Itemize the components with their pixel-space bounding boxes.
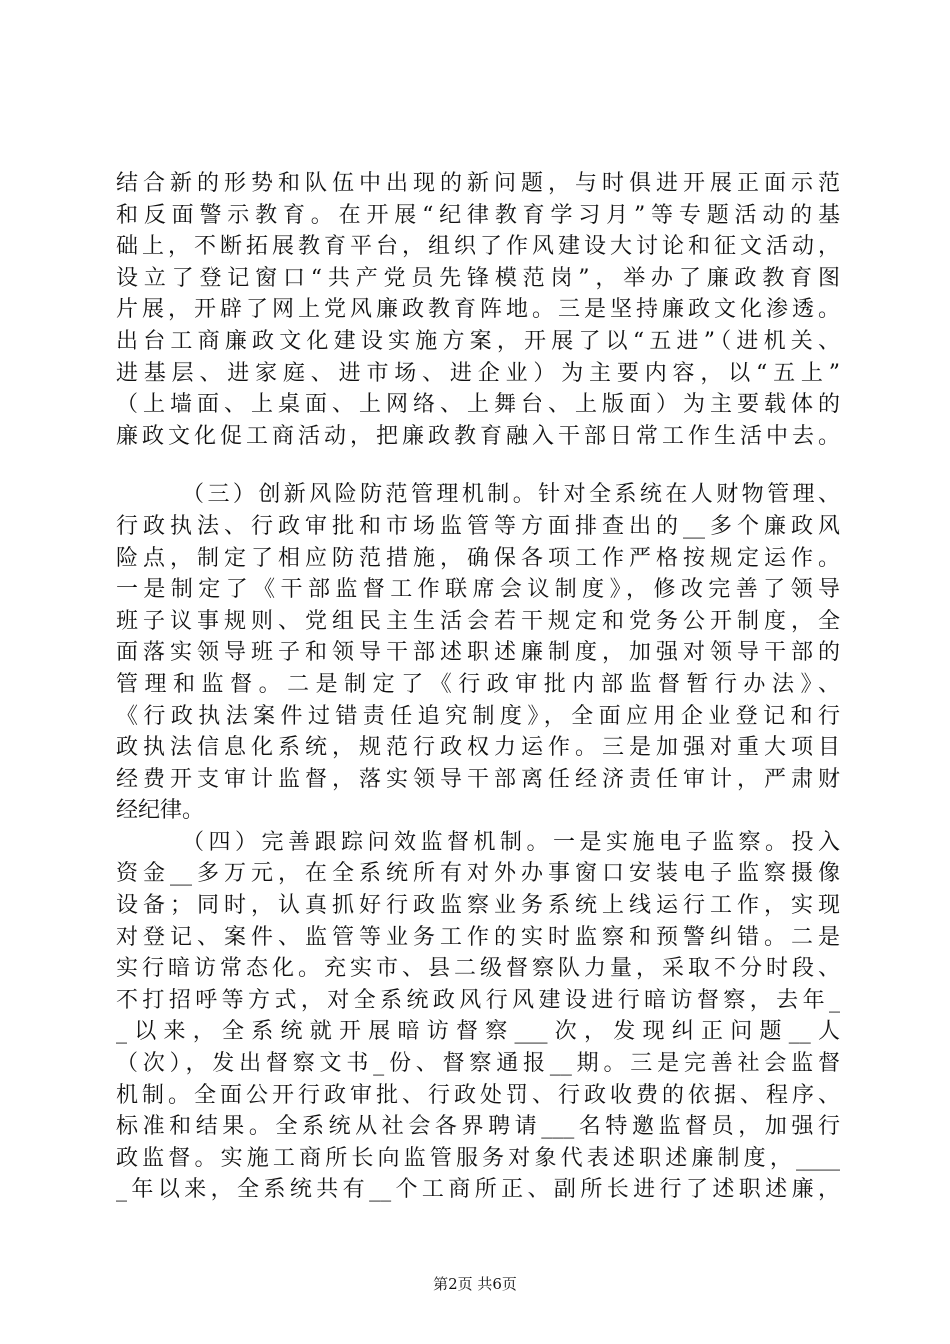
paragraph-1	[116, 168, 840, 452]
text-line: 行政执法、行政审批和市场监管等方面排查出的__多个廉政风	[116, 513, 840, 539]
paragraph-spacer	[116, 452, 840, 479]
text-line: 险点，制定了相应防范措施，确保各项工作严格按规定运作。	[116, 545, 840, 571]
text-line: 廉政文化促工商活动，把廉政教育融入干部日常工作生活中去。	[116, 423, 840, 449]
text-line: 经纪律。	[116, 798, 205, 824]
text-line: 资金__多万元，在全系统所有对外办事窗口安装电子监察摄像	[116, 861, 840, 887]
text-line: 片展，开辟了网上党风廉政教育阵地。三是坚持廉政文化渗透。	[116, 297, 840, 323]
paragraph-2	[116, 479, 840, 827]
text-line: 经费开支审计监督，落实领导干部离任经济责任审计，严肃财	[116, 766, 840, 792]
text-line: 设备；同时，认真抓好行政监察业务系统上线运行工作，实现	[116, 893, 840, 919]
text-line: 结合新的形势和队伍中出现的新问题，与时俱进开展正面示范	[116, 171, 840, 196]
text-line: 政监督。实施工商所长向监管服务对象代表述职述廉制度，____	[116, 1145, 840, 1171]
paragraph-3	[116, 827, 840, 1206]
document-body	[116, 168, 840, 1206]
text-line: 出台工商廉政文化建设实施方案，开展了以“五进”（进机关、	[116, 328, 840, 354]
text-line: 设立了登记窗口“共产党员先锋模范岗”，举办了廉政教育图	[116, 265, 840, 291]
text-line: （四）完善跟踪问效监督机制。一是实施电子监察。投入	[182, 829, 840, 855]
text-line: （上墙面、上桌面、上网络、上舞台、上版面）为主要载体的	[116, 392, 840, 418]
text-line: 实行暗访常态化。充实市、县二级督察队力量，采取不分时段、	[116, 956, 840, 982]
text-line: 政执法信息化系统，规范行政权力运作。三是加强对重大项目	[116, 735, 840, 761]
page-indicator: 第2页 共6页	[433, 1275, 517, 1293]
text-line: 不打招呼等方式，对全系统政风行风建设进行暗访督察，去年_	[116, 987, 840, 1013]
text-line: 班子议事规则、党组民主生活会若干规定和党务公开制度，全	[116, 608, 840, 634]
text-line: 机制。全面公开行政审批、行政处罚、行政收费的依据、程序、	[116, 1082, 840, 1108]
text-line: 《行政执法案件过错责任追究制度》，全面应用企业登记和行	[116, 703, 840, 729]
text-line: 对登记、案件、监管等业务工作的实时监察和预警纠错。二是	[116, 924, 840, 950]
text-line: 和反面警示教育。在开展“纪律教育学习月”等专题活动的基	[116, 202, 840, 228]
text-line: 标准和结果。全系统从社会各界聘请___名特邀监督员，加强行	[116, 1114, 840, 1140]
text-line: 面落实领导班子和领导干部述职述廉制度，加强对领导干部的	[116, 640, 840, 666]
text-line: _年以来，全系统共有__个工商所正、副所长进行了述职述廉，	[116, 1177, 840, 1203]
text-line: _以来，全系统就开展暗访督察___次，发现纠正问题__人	[116, 1019, 840, 1045]
text-line: 进基层、进家庭、进市场、进企业）为主要内容，以“五上”	[116, 360, 840, 386]
text-line: 管理和监督。二是制定了《行政审批内部监督暂行办法》、	[116, 671, 840, 697]
page-footer	[0, 1274, 950, 1294]
text-line: 础上，不断拓展教育平台，组织了作风建设大讨论和征文活动，	[116, 234, 840, 260]
text-line: （次），发出督察文书_份、督察通报__期。三是完善社会监督	[116, 1051, 840, 1077]
text-line: 一是制定了《干部监督工作联席会议制度》，修改完善了领导	[116, 577, 840, 603]
text-line: （三）创新风险防范管理机制。针对全系统在人财物管理、	[182, 482, 840, 508]
